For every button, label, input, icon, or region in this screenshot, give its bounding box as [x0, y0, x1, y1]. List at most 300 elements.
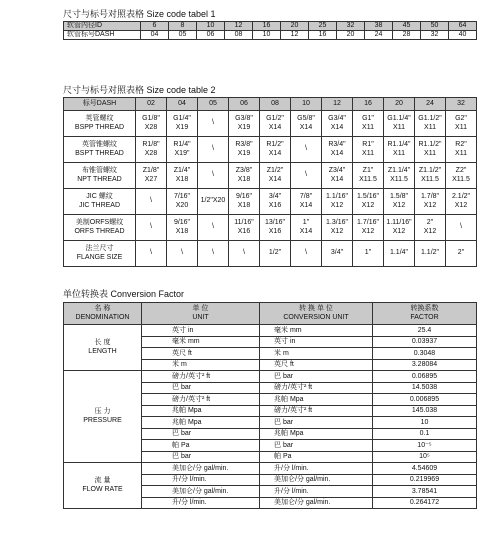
thread-size: 2": [426, 219, 434, 226]
table-cell: 16: [309, 31, 337, 40]
thread-pitch: X19": [174, 149, 190, 157]
header-cell: [260, 303, 373, 325]
header-cell: [142, 303, 260, 325]
conversion-unit-cell: 巴 bar: [260, 417, 373, 429]
conversion-unit-cell: 巴 bar: [260, 440, 373, 452]
thread-size: 1.3/16": [326, 219, 348, 226]
thread-pitch: X18: [237, 201, 251, 209]
thread-pitch: X14: [299, 123, 313, 131]
header-cn: 名 称: [94, 305, 111, 312]
thread-label-en: JIC THREAD: [78, 201, 121, 209]
thread-size: \: [212, 145, 214, 153]
thread-size: 1.1/16": [326, 193, 348, 200]
thread-cell: [446, 137, 477, 163]
factor-cell: 0.03937: [373, 336, 477, 348]
thread-pitch: X19: [175, 123, 189, 131]
header-cell: 08: [260, 98, 291, 111]
unit-cell: 兆帕 Mpa: [142, 405, 260, 417]
thread-size: 1": [364, 249, 372, 257]
thread-size: 7/8": [299, 193, 313, 200]
thread-label-cn: 美制ORFS螺纹: [75, 219, 124, 226]
table-row: [64, 325, 477, 337]
thread-cell: [291, 137, 322, 163]
unit-cell: 米 m: [142, 359, 260, 371]
thread-size: 9/16": [235, 193, 253, 200]
thread-size: 2.1/2": [451, 193, 471, 200]
header-cell: 10: [291, 98, 322, 111]
thread-cell: [322, 215, 353, 241]
thread-pitch: X14: [268, 149, 282, 157]
group-label: [64, 325, 142, 371]
group-label-cn: 压 力: [94, 408, 111, 415]
header-cn: 转换系数: [410, 305, 439, 312]
thread-size: R1/8": [142, 141, 160, 148]
thread-size: \: [305, 145, 307, 153]
header-en: DENOMINATION: [75, 313, 130, 321]
factor-cell: 10: [373, 417, 477, 429]
header-en: UNIT: [192, 313, 209, 321]
thread-cell: [353, 137, 384, 163]
factor-cell: 0.006895: [373, 394, 477, 406]
factor-cell: 0.264172: [373, 497, 477, 509]
thread-cell: [446, 215, 477, 241]
thread-label: [64, 241, 136, 267]
header-en: CONVERSION UNIT: [283, 313, 349, 321]
table-cell: 8: [169, 22, 197, 31]
thread-pitch: X11: [362, 149, 374, 157]
thread-cell: [384, 241, 415, 267]
thread-cell: [260, 163, 291, 189]
thread-size: R3/8": [235, 141, 253, 148]
thread-size: 1.1/4": [389, 249, 409, 257]
thread-size: G2": [455, 115, 467, 122]
thread-size: 3/4": [330, 249, 344, 257]
table-cell: 45: [393, 22, 421, 31]
thread-pitch: X28: [144, 123, 158, 131]
table-cell: 50: [421, 22, 449, 31]
header-row: [64, 98, 477, 111]
thread-label-cn: 英管螺纹: [85, 115, 114, 122]
thread-pitch: X12: [392, 201, 406, 209]
thread-size: G1.1/4": [387, 115, 411, 122]
unit-cell: 升/分 l/min.: [142, 474, 260, 486]
thread-size: \: [150, 223, 152, 231]
thread-cell: [353, 241, 384, 267]
conversion-unit-cell: 美加仑/分 gal/min.: [260, 474, 373, 486]
thread-cell: [384, 137, 415, 163]
thread-cell: [229, 189, 260, 215]
factor-cell: 4.54609: [373, 463, 477, 475]
thread-cell: [167, 137, 198, 163]
thread-label-en: BSPP THREAD: [74, 123, 125, 131]
table-row: [64, 137, 477, 163]
header-cell: 06: [229, 98, 260, 111]
header-cell: [373, 303, 477, 325]
thread-size: G3/4": [328, 115, 346, 122]
factor-cell: 3.78541: [373, 486, 477, 498]
unit-cell: 兆帕 Mpa: [142, 417, 260, 429]
thread-size: 9/16": [173, 219, 191, 226]
table-cell: 10: [253, 31, 281, 40]
thread-cell: [353, 111, 384, 137]
thread-label: [64, 215, 136, 241]
thread-size: Z3/4": [328, 167, 346, 174]
table-cell: 28: [393, 31, 421, 40]
unit-cell: 巴 bar: [142, 382, 260, 394]
thread-cell: [167, 189, 198, 215]
thread-label: [64, 111, 136, 137]
thread-pitch: X14: [268, 123, 282, 131]
factor-cell: 10⁻⁵: [373, 440, 477, 452]
thread-pitch: X12: [423, 227, 437, 235]
header-cell: 32: [446, 98, 477, 111]
group-label: [64, 463, 142, 509]
thread-size: \: [212, 119, 214, 127]
thread-cell: [446, 163, 477, 189]
thread-size: R3/4": [328, 141, 346, 148]
conversion-unit-cell: 兆帕 Mpa: [260, 428, 373, 440]
conversion-unit-cell: 毫米 mm: [260, 325, 373, 337]
row-label: 软管内径ID: [64, 22, 141, 31]
thread-cell: [198, 111, 229, 137]
thread-cell: [260, 137, 291, 163]
thread-pitch: X11: [393, 123, 405, 131]
thread-cell: [353, 163, 384, 189]
thread-label-cn: 英管锥螺纹: [82, 141, 117, 148]
thread-cell: [136, 215, 167, 241]
thread-pitch: X12: [361, 227, 375, 235]
thread-cell: [136, 137, 167, 163]
thread-pitch: X19: [237, 123, 251, 131]
thread-label-cn: JIC 螺纹: [86, 193, 113, 200]
thread-size: Z3/8": [235, 167, 253, 174]
thread-pitch: X12: [392, 227, 406, 235]
group-label: [64, 371, 142, 463]
thread-size: Z1/8": [142, 167, 160, 174]
thread-size: \: [150, 197, 152, 205]
factor-cell: 25.4: [373, 325, 477, 337]
conversion-unit-cell: 美加仑/分 gal/min.: [260, 497, 373, 509]
thread-cell: [198, 163, 229, 189]
thread-pitch: X14: [330, 175, 344, 183]
table-cell: 08: [225, 31, 253, 40]
thread-cell: [353, 189, 384, 215]
table-cell: 12: [281, 31, 309, 40]
factor-cell: 3.28084: [373, 359, 477, 371]
thread-cell: [291, 163, 322, 189]
thread-cell: [260, 111, 291, 137]
table-cell: 10: [197, 22, 225, 31]
thread-size: G1/8": [142, 115, 160, 122]
thread-pitch: X11: [455, 149, 467, 157]
table-cell: 25: [309, 22, 337, 31]
conversion-unit-cell: 兆帕 Mpa: [260, 394, 373, 406]
table-cell: 04: [141, 31, 169, 40]
thread-cell: [229, 111, 260, 137]
thread-size: \: [243, 249, 245, 257]
factor-cell: 0.3048: [373, 348, 477, 360]
unit-cell: 磅力/英寸² ft: [142, 394, 260, 406]
header-row: [64, 303, 477, 325]
thread-cell: [322, 111, 353, 137]
header-cell: 24: [415, 98, 446, 111]
header-cell: [64, 303, 142, 325]
unit-cell: 磅力/英寸² ft: [142, 371, 260, 383]
thread-size: 1.5/8": [389, 193, 409, 200]
thread-label-cn: 法兰尺寸: [85, 245, 114, 252]
thread-cell: [136, 111, 167, 137]
table-row: [64, 163, 477, 189]
thread-size: R1/2": [266, 141, 284, 148]
factor-cell: 145.038: [373, 405, 477, 417]
factor-cell: 0.06895: [373, 371, 477, 383]
thread-size: R1/4": [173, 141, 191, 148]
header-cell: 20: [384, 98, 415, 111]
thread-cell: [322, 189, 353, 215]
thread-cell: [136, 163, 167, 189]
thread-pitch: X11: [424, 123, 436, 131]
thread-size: 3/4": [268, 193, 282, 200]
thread-cell: [167, 241, 198, 267]
thread-pitch: X12: [454, 201, 468, 209]
thread-cell: [415, 215, 446, 241]
thread-size: R2": [455, 141, 467, 148]
size-table-1-title: 尺寸与标号对照表格 Size code tabel 1: [63, 9, 216, 19]
thread-pitch: X14: [268, 175, 282, 183]
thread-label: [64, 137, 136, 163]
thread-pitch: X12: [361, 201, 375, 209]
thread-cell: [229, 215, 260, 241]
unit-cell: 美加仑/分 gal/min.: [142, 463, 260, 475]
table-row: [64, 22, 477, 31]
thread-cell: [167, 111, 198, 137]
thread-pitch: X18: [175, 227, 189, 235]
group-label-en: LENGTH: [88, 347, 117, 355]
thread-cell: [291, 189, 322, 215]
thread-cell: [446, 241, 477, 267]
header-cell: 标号DASH: [64, 98, 136, 111]
thread-cell: [384, 189, 415, 215]
thread-size: 7/16": [173, 193, 191, 200]
header-cell: 02: [136, 98, 167, 111]
table-cell: 05: [169, 31, 197, 40]
thread-cell: [415, 163, 446, 189]
thread-cell: [415, 189, 446, 215]
table-cell: 16: [253, 22, 281, 31]
thread-cell: [198, 189, 229, 215]
group-label-cn: 长 度: [94, 339, 111, 346]
thread-pitch: X20: [175, 201, 189, 209]
header-cn: 转 换 单 位: [299, 305, 333, 312]
thread-size: Z1/4": [173, 167, 191, 174]
conversion-unit-cell: 米 m: [260, 348, 373, 360]
thread-pitch: X12: [423, 201, 437, 209]
thread-pitch: X11.5: [452, 175, 470, 183]
conversion-unit-cell: 英尺 ft: [260, 359, 373, 371]
row-label: 软管标号DASH: [64, 31, 141, 40]
thread-cell: [260, 189, 291, 215]
table-row: [64, 371, 477, 383]
unit-cell: 帕 Pa: [142, 440, 260, 452]
table-cell: 32: [337, 22, 365, 31]
table-cell: 24: [365, 31, 393, 40]
size-table-2-title: 尺寸与标号对照表格 Size code table 2: [63, 85, 216, 95]
conversion-table-title: 单位转换表 Conversion Factor: [63, 289, 185, 299]
thread-size: G1/2": [266, 115, 284, 122]
thread-size: \: [212, 223, 214, 231]
thread-size: G5/8": [297, 115, 315, 122]
table-row: [64, 31, 477, 40]
thread-size: \: [181, 249, 183, 257]
conversion-table: [63, 302, 477, 509]
thread-size: 13/16": [264, 219, 285, 226]
thread-size: \: [305, 171, 307, 179]
table-cell: 32: [421, 31, 449, 40]
thread-size: 1.11/16": [386, 219, 412, 226]
header-en: FACTOR: [410, 313, 439, 321]
factor-cell: 14.5038: [373, 382, 477, 394]
thread-cell: [198, 215, 229, 241]
thread-cell: [291, 241, 322, 267]
conversion-unit-cell: 磅力/英寸² ft: [260, 405, 373, 417]
thread-cell: [260, 241, 291, 267]
thread-size: Z1.1/4": [387, 167, 411, 174]
thread-label: [64, 189, 136, 215]
thread-pitch: X11: [393, 149, 405, 157]
thread-pitch: X11: [424, 149, 436, 157]
thread-size: G1.1/2": [418, 115, 442, 122]
thread-size: Z1": [362, 167, 374, 174]
unit-cell: 巴 bar: [142, 451, 260, 463]
thread-pitch: X28: [144, 149, 158, 157]
thread-size: 2": [457, 249, 465, 257]
unit-cell: 美加仑/分 gal/min.: [142, 486, 260, 498]
thread-pitch: X12: [330, 201, 344, 209]
thread-pitch: X11: [362, 123, 374, 131]
table-cell: 64: [449, 22, 477, 31]
thread-size: 1/2": [268, 249, 282, 257]
thread-size: \: [212, 171, 214, 179]
table-row: [64, 241, 477, 267]
table-row: [64, 215, 477, 241]
thread-cell: [446, 189, 477, 215]
thread-cell: [322, 163, 353, 189]
factor-cell: 0.1: [373, 428, 477, 440]
size-table-1: [63, 21, 477, 40]
thread-size: \: [305, 249, 307, 257]
header-cell: 04: [167, 98, 198, 111]
thread-pitch: X14: [299, 201, 313, 209]
thread-size: G1": [362, 115, 374, 122]
thread-pitch: X11.5: [390, 175, 408, 183]
table-cell: 12: [225, 22, 253, 31]
thread-pitch: X14: [330, 123, 344, 131]
conversion-unit-cell: 巴 bar: [260, 371, 373, 383]
group-label-en: FLOW RATE: [82, 485, 123, 493]
thread-pitch: X14: [299, 227, 313, 235]
thread-cell: [167, 215, 198, 241]
conversion-unit-cell: 帕 Pa: [260, 451, 373, 463]
thread-cell: [198, 241, 229, 267]
thread-size: 1": [302, 219, 310, 226]
thread-pitch: X12: [330, 227, 344, 235]
thread-cell: [291, 215, 322, 241]
thread-pitch: X16: [237, 227, 251, 235]
factor-cell: 0.219969: [373, 474, 477, 486]
thread-size: 1.5/16": [357, 193, 379, 200]
thread-cell: [384, 163, 415, 189]
thread-cell: [229, 241, 260, 267]
group-label-cn: 流 量: [94, 477, 111, 484]
thread-cell: [260, 215, 291, 241]
thread-label: [64, 163, 136, 189]
thread-label-en: ORFS THREAD: [74, 227, 125, 235]
thread-size: 1/2"X20: [200, 197, 226, 205]
thread-pitch: X11: [455, 123, 467, 131]
thread-pitch: X16: [268, 227, 282, 235]
conversion-unit-cell: 英寸 in: [260, 336, 373, 348]
thread-cell: [415, 137, 446, 163]
thread-size: G3/8": [235, 115, 253, 122]
thread-cell: [384, 111, 415, 137]
thread-pitch: X27: [144, 175, 158, 183]
table-row: [64, 111, 477, 137]
thread-size: R1": [362, 141, 374, 148]
thread-pitch: X18: [175, 175, 189, 183]
conversion-unit-cell: 磅力/英寸² ft: [260, 382, 373, 394]
thread-label-en: FLANGE SIZE: [76, 253, 123, 261]
unit-cell: 巴 bar: [142, 428, 260, 440]
thread-size: 1.7/8": [420, 193, 440, 200]
thread-cell: [415, 241, 446, 267]
thread-cell: [415, 111, 446, 137]
unit-cell: 升/分 l/min.: [142, 497, 260, 509]
thread-pitch: X18: [237, 175, 251, 183]
thread-cell: [136, 189, 167, 215]
thread-size: 1.7/16": [357, 219, 379, 226]
thread-size: \: [460, 223, 462, 231]
table-cell: 38: [365, 22, 393, 31]
conversion-unit-cell: 升/分 l/min.: [260, 463, 373, 475]
thread-cell: [229, 137, 260, 163]
conversion-unit-cell: 升/分 l/min.: [260, 486, 373, 498]
table-cell: 06: [197, 31, 225, 40]
thread-label-en: BSPT THREAD: [75, 149, 124, 157]
table-cell: 20: [281, 22, 309, 31]
thread-size: Z1/2": [266, 167, 284, 174]
thread-label-cn: 布锥管螺纹: [82, 167, 117, 174]
table-cell: 40: [449, 31, 477, 40]
header-cell: 12: [322, 98, 353, 111]
thread-size: 1.1/2": [420, 249, 440, 257]
thread-pitch: X11.5: [421, 175, 439, 183]
thread-cell: [229, 163, 260, 189]
thread-size: \: [150, 249, 152, 257]
table-cell: 20: [337, 31, 365, 40]
thread-size: R1.1/2": [418, 141, 442, 148]
thread-pitch: X11.5: [359, 175, 377, 183]
thread-size: \: [212, 249, 214, 257]
thread-pitch: X16: [268, 201, 282, 209]
unit-cell: 英尺 ft: [142, 348, 260, 360]
header-cell: 05: [198, 98, 229, 111]
thread-size: R1.1/4": [387, 141, 411, 148]
thread-cell: [384, 215, 415, 241]
thread-size: G1/4": [173, 115, 191, 122]
unit-cell: 英寸 in: [142, 325, 260, 337]
thread-size: Z1.1/2": [418, 167, 442, 174]
factor-cell: 10⁵: [373, 451, 477, 463]
